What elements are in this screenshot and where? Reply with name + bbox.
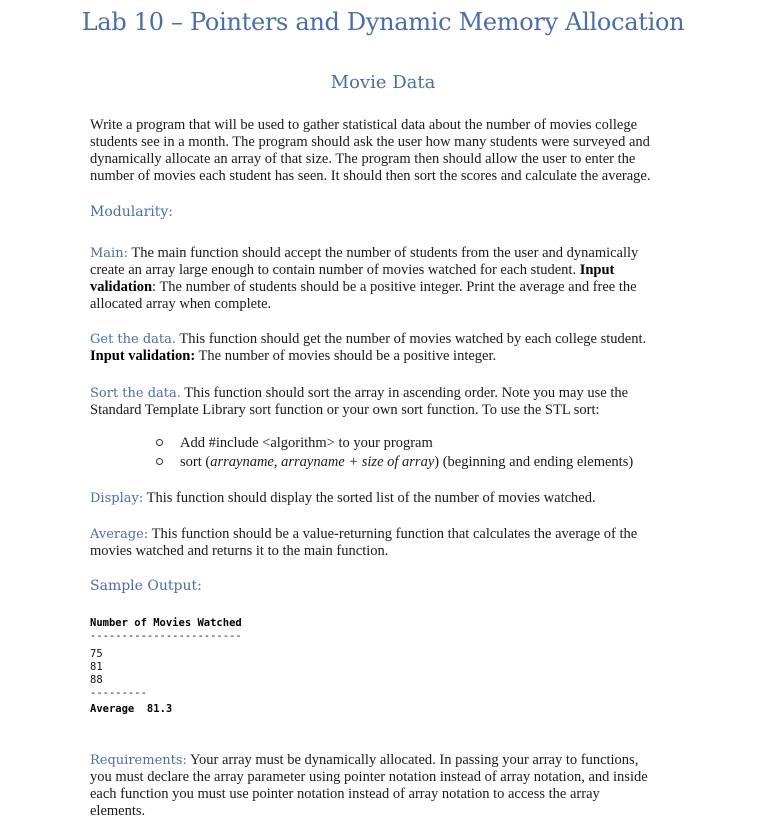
intro-line: dynamically allocate an array of that size. The program then should allow the user to enter the [90, 151, 636, 167]
sample-output-heading: Sample Output: [90, 578, 202, 594]
modularity-heading: Modularity: [90, 204, 173, 220]
main-paragraph [90, 245, 690, 313]
get-data-text: The number of movies should be a positive integer. [195, 348, 497, 364]
section-title: Movie Data [330, 72, 436, 93]
sample-header: Number of Movies Watched [90, 617, 242, 629]
display-lead: Display: [90, 491, 144, 506]
sample-rule: --------- [90, 687, 147, 699]
sample-value: 81 [90, 661, 103, 673]
get-data-bold: Input validation: [90, 348, 196, 364]
bullet-text: Add #include <algorithm> to your program [180, 435, 433, 451]
circle-bullet-icon [156, 439, 163, 446]
requirements-lead: Requirements: [90, 753, 187, 768]
main-bold: validation [90, 279, 153, 295]
sort-data-paragraph [90, 385, 690, 419]
bullet-text: ) (beginning and ending elements) [434, 454, 634, 470]
requirements-text: each function you must use pointer notation instead of array notation to access the array [90, 786, 600, 802]
circle-bullet-icon [156, 458, 163, 465]
bullet-list [156, 434, 633, 472]
average-text: This function should be a value-returning function that calculates the average of the [148, 526, 638, 542]
main-text: : The number of students should be a positive integer. Print the average and free the [152, 279, 637, 295]
sort-data-text: This function should sort the array in ascending order. Note you may use the [180, 385, 629, 401]
average-paragraph [90, 526, 690, 560]
get-data-text: This function should get the number of movies watched by each college student. [176, 331, 647, 347]
bullet-italic: arrayname, arrayname + size of array [210, 454, 435, 470]
bullet-item [156, 434, 633, 453]
main-text: The main function should accept the number of students from the user and dynamically [127, 245, 639, 261]
requirements-text: Your array must be dynamically allocated. In passing your array to functions, [186, 752, 639, 768]
main-text: create an array large enough to contain number of movies watched for each student. [90, 262, 580, 278]
main-text: allocated array when complete. [90, 296, 272, 312]
main-bold: Input [579, 262, 615, 278]
bullet-item [156, 453, 633, 472]
average-lead: Average: [90, 527, 149, 542]
sample-average: Average 81.3 [90, 703, 173, 715]
sort-data-lead: Sort the data. [90, 386, 181, 401]
page-title: Lab 10 – Pointers and Dynamic Memory Allocation [81, 8, 685, 36]
sample-value: 88 [90, 674, 103, 686]
requirements-text: you must declare the array parameter using pointer notation instead of array notation, and inside [90, 769, 648, 785]
display-text: This function should display the sorted list of the number of movies watched. [143, 490, 596, 506]
get-data-paragraph [90, 331, 690, 365]
sample-value: 75 [90, 648, 103, 660]
main-lead: Main: [90, 246, 128, 261]
intro-line: Write a program that will be used to gather statistical data about the number of movies college [90, 117, 638, 133]
get-data-lead: Get the data. [90, 332, 177, 347]
average-text: movies watched and returns it to the main function. [90, 543, 389, 559]
sample-rule: ------------------------ [90, 630, 242, 642]
requirements-text: elements. [90, 803, 146, 819]
intro-paragraph [90, 117, 690, 185]
intro-line: number of movies each student has seen. It should then sort the scores and calculate the average. [90, 168, 651, 184]
sort-data-text: Standard Template Library sort function or your own sort function. To use the STL sort: [90, 402, 600, 418]
bullet-text: sort ( [180, 454, 211, 470]
display-paragraph [90, 490, 690, 507]
intro-line: students see in a month. The program should ask the user how many students were surveyed and [90, 134, 650, 150]
requirements-paragraph [90, 752, 690, 820]
